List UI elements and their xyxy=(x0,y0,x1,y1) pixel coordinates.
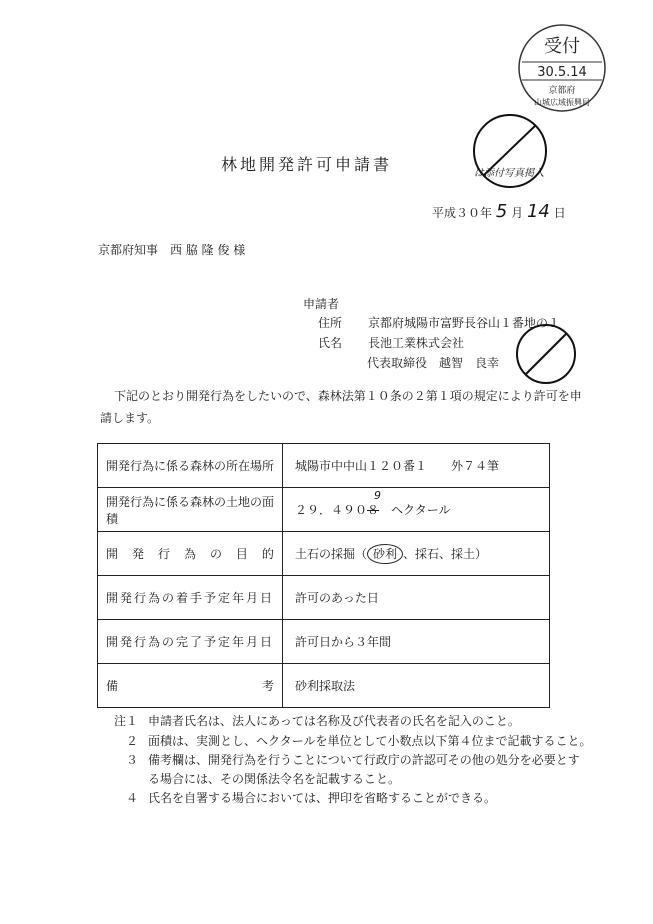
row-value xyxy=(283,488,550,532)
note-number: ４ xyxy=(125,791,138,805)
row-value: 城陽市中中山１２０番１ 外７４筆 xyxy=(283,444,550,488)
address-value: 京都府城陽市富野長谷山１番地の１ xyxy=(368,316,561,330)
purpose-prefix: 土石の採掘（ xyxy=(295,547,368,561)
remarks-label-right: 考 xyxy=(261,679,274,693)
row-label: 開発行為に係る森林の土地の面積 xyxy=(98,488,283,532)
label-char: 発 xyxy=(131,547,144,561)
row-label xyxy=(98,664,283,708)
date-day-unit: 日 xyxy=(553,206,566,220)
note-text: 氏名を自署する場合においては、押印を省略することができる。 xyxy=(148,791,497,805)
row-value: 許可日から３年間 xyxy=(283,620,550,664)
area-unit: ヘクタール xyxy=(379,503,451,517)
date-month: 5 xyxy=(495,201,508,222)
applicant-heading: 申請者 xyxy=(303,297,340,311)
crossed-seal-mark xyxy=(514,322,578,386)
handwritten-note: は添付写真掲入 xyxy=(474,168,544,179)
intro-line-1: 下記のとおり開発行為をしたいので、森林法第１０条の２第１項の規定により許可を申 xyxy=(114,389,582,403)
table-row xyxy=(98,664,550,708)
name-value: 長池工業株式会社 xyxy=(368,336,465,350)
note-number: 注１ xyxy=(113,714,138,728)
note-text: 面積は、実測とし、ヘクタールを単位として小数点以下第４位まで記載すること。 xyxy=(148,734,592,748)
note-item xyxy=(100,751,580,768)
row-label: 開発行為に係る森林の所在場所 xyxy=(98,444,283,488)
date-day: 14 xyxy=(526,201,550,222)
note-text: 備考欄は、開発行為を行うことについて行政庁の許認可その他の処分を必要とす xyxy=(148,753,580,767)
reception-stamp xyxy=(516,20,608,116)
name-label: 氏名 xyxy=(318,336,343,350)
area-value xyxy=(295,489,382,518)
row-label: 開発行為の着手予定年月日 xyxy=(98,576,283,620)
intro-line-2: 請します。 xyxy=(100,411,160,425)
row-value: 許可のあった日 xyxy=(283,576,550,620)
label-char: 開 xyxy=(106,547,119,561)
document-title: 林地開発許可申請書 xyxy=(221,155,393,174)
addressee: 京都府知事 西 脇 隆 俊 様 xyxy=(98,243,246,257)
note-item xyxy=(100,732,592,749)
row-value: 砂利採取法 xyxy=(283,664,550,708)
label-char: の xyxy=(209,547,222,561)
remarks-label xyxy=(106,677,274,694)
row-label: 開発行為の完了予定年月日 xyxy=(98,620,283,664)
remarks-label-left: 備 xyxy=(106,679,119,693)
note-number: ３ xyxy=(125,753,138,767)
application-date xyxy=(432,201,566,222)
label-char: 行 xyxy=(157,547,170,561)
row-value xyxy=(283,532,550,576)
representative-value: 代表取締役 越智 良幸 xyxy=(367,356,500,370)
stamp-office-1: 京都府 xyxy=(548,86,576,96)
handwritten-correction: 9 xyxy=(374,489,382,502)
stamp-label: 受付 xyxy=(544,36,580,57)
note-item xyxy=(100,770,400,787)
purpose-suffix: 、採石、採土） xyxy=(403,547,488,561)
purpose-label xyxy=(106,545,274,562)
note-number: ２ xyxy=(125,734,138,748)
table-row xyxy=(98,488,550,532)
table-row xyxy=(98,532,550,576)
label-char: 目 xyxy=(235,547,248,561)
date-month-unit: 月 xyxy=(511,206,524,220)
label-char: 的 xyxy=(261,547,274,561)
row-label xyxy=(98,532,283,576)
table-row xyxy=(98,576,550,620)
stamp-office-2: 山城広域振興局 xyxy=(534,98,590,107)
struck-digit: ８ xyxy=(367,503,380,517)
note-text: る場合には、その関係法令名を記載すること。 xyxy=(148,772,401,786)
table-row xyxy=(98,444,550,488)
address-label: 住所 xyxy=(318,316,343,330)
circled-option: 砂利 xyxy=(367,544,403,564)
area-number: ２９．４９０ xyxy=(295,503,368,517)
note-item xyxy=(100,712,520,729)
stamp-date: 30.5.14 xyxy=(537,65,587,80)
label-char: 為 xyxy=(183,547,196,561)
note-item xyxy=(100,789,496,806)
note-text: 申請者氏名は、法人にあっては名称及び代表者の氏名を記入のこと。 xyxy=(148,714,520,728)
date-era-year: 平成３０年 xyxy=(432,206,493,220)
application-form-table xyxy=(97,443,550,708)
table-row xyxy=(98,620,550,664)
